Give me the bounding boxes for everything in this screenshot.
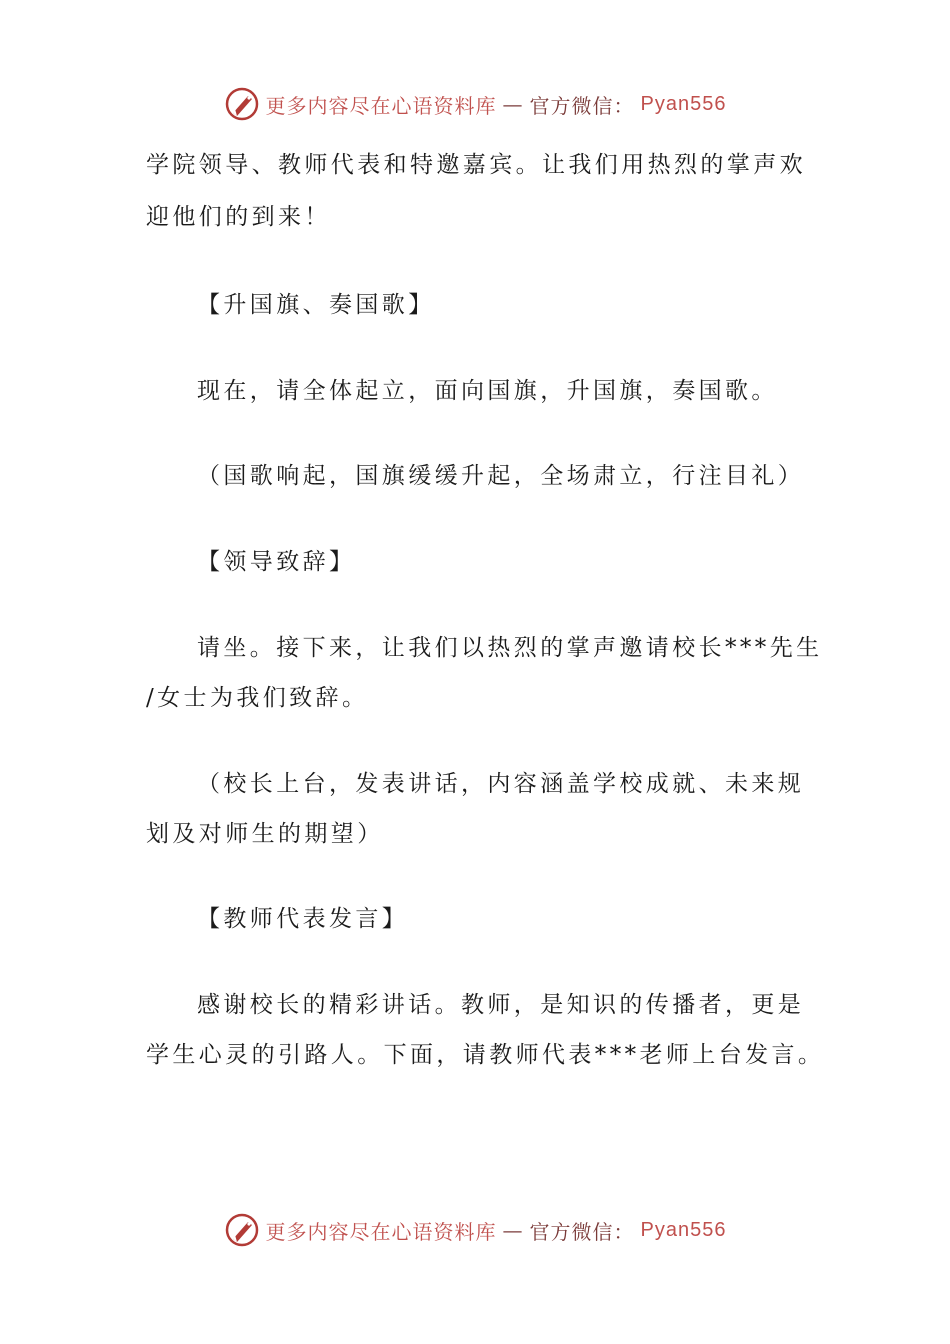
paragraph-line: 学院领导、教师代表和特邀嘉宾。让我们用热烈的掌声欢 — [146, 152, 806, 178]
banner-official-label: 官方微信： — [529, 1219, 635, 1244]
section-heading: 【升国旗、奏国歌】 — [197, 292, 435, 318]
banner-slogan: 更多内容尽在心语资料库 — [265, 1219, 497, 1244]
banner-wechat-id: Pyan556 — [640, 92, 727, 115]
paragraph-line: 感谢校长的精彩讲话。教师，是知识的传播者，更是 — [197, 992, 805, 1018]
paragraph-line: /女士为我们致辞。 — [146, 685, 369, 711]
pen-logo-icon — [224, 1212, 260, 1248]
banner-separator: — — [502, 92, 524, 116]
banner-separator: — — [502, 1218, 524, 1242]
paragraph-line: 迎他们的到来！ — [146, 204, 331, 230]
banner-official-label: 官方微信： — [529, 93, 635, 118]
stage-direction: 划及对师生的期望） — [146, 821, 384, 847]
header-banner — [0, 82, 950, 126]
pen-logo-icon — [224, 86, 260, 122]
paragraph-line: 学生心灵的引路人。下面，请教师代表***老师上台发言。 — [146, 1042, 825, 1068]
paragraph-line: 现在，请全体起立，面向国旗，升国旗，奏国歌。 — [197, 378, 778, 404]
stage-direction: （校长上台，发表讲话，内容涵盖学校成就、未来规 — [197, 771, 805, 797]
paragraph-line: 请坐。接下来，让我们以热烈的掌声邀请校长***先生 — [197, 635, 823, 661]
footer-banner — [0, 1208, 950, 1252]
section-heading: 【教师代表发言】 — [197, 906, 409, 932]
banner-slogan: 更多内容尽在心语资料库 — [265, 93, 497, 118]
section-heading: 【领导致辞】 — [197, 549, 356, 575]
banner-wechat-id: Pyan556 — [640, 1218, 727, 1241]
stage-direction: （国歌响起，国旗缓缓升起，全场肃立，行注目礼） — [197, 463, 805, 489]
